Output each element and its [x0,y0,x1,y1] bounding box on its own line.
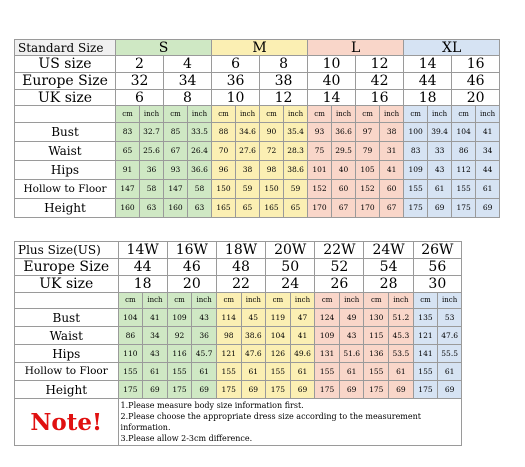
measure-cell: 47 [290,309,315,327]
unit-cell: inch [188,106,212,123]
measure-cell: 34 [143,327,168,345]
measure-cell: 155 [118,363,143,381]
measure-cell: 47.6 [438,327,462,345]
measure-cell: 90 [260,123,284,142]
measure-cell: 175 [315,381,340,399]
measure-cell: 175 [452,199,476,218]
measure-cell: 155 [315,363,340,381]
unit-cell: inch [192,293,217,309]
size-cell: 26 [315,276,364,293]
size-cell: 6 [116,90,164,106]
europe-size-row [15,73,500,90]
measure-cell: 121 [413,327,438,345]
row-label: US size [15,56,116,73]
measure-cell: 147 [164,180,188,199]
unit-cell: cm [216,293,241,309]
unit-cell: inch [389,293,414,309]
measure-cell: 160 [116,199,140,218]
measure-cell: 44 [476,161,500,180]
measure-cell: 33.5 [188,123,212,142]
hollow-to-floor-row [15,363,462,381]
unit-cell: inch [236,106,260,123]
measure-cell: 43 [428,161,452,180]
measure-cell: 100 [404,123,428,142]
measure-cell: 61 [339,363,364,381]
measure-cell: 83 [404,142,428,161]
measure-cell: 101 [308,161,332,180]
unit-cell: inch [438,293,462,309]
measure-cell: 79 [356,142,380,161]
hips-row [15,161,500,180]
measure-cell: 28.3 [284,142,308,161]
measure-cell: 69 [476,199,500,218]
size-cell: 16 [452,56,500,73]
measure-cell: 61 [192,363,217,381]
unit-cell: cm [364,293,389,309]
plus-size-label: Plus Size(US) [15,242,119,259]
measure-cell: 67 [380,199,404,218]
blank-cell [15,293,119,309]
measure-cell: 91 [116,161,140,180]
unit-cell: cm [315,293,340,309]
measure-cell: 141 [413,345,438,363]
size-cell: 26W [413,242,461,259]
measure-cell: 60 [332,180,356,199]
row-label: UK size [15,90,116,106]
size-cell: 16 [356,90,404,106]
note-line: 1.Please measure body size information first. [120,401,304,410]
measure-cell: 170 [356,199,380,218]
measure-cell: 116 [167,345,192,363]
measure-cell: 136 [364,345,389,363]
size-cell: 20 [167,276,216,293]
waist-row [15,327,462,345]
measure-cell: 170 [308,199,332,218]
unit-cell: cm [308,106,332,123]
measure-cell: 32.7 [140,123,164,142]
measure-cell: 43 [143,345,168,363]
measurement-label: Hollow to Floor [15,363,119,381]
size-cell: 46 [167,259,216,276]
measure-cell: 43 [339,327,364,345]
measure-cell: 175 [167,381,192,399]
unit-cell: inch [332,106,356,123]
size-cell: 14W [118,242,167,259]
unit-row [15,106,500,123]
measurement-label: Bust [15,123,116,142]
measure-cell: 85 [164,123,188,142]
measure-cell: 155 [167,363,192,381]
size-cell: 40 [308,73,356,90]
size-cell: 16W [167,242,216,259]
size-group-m: M [212,40,308,56]
measure-cell: 109 [315,327,340,345]
unit-cell: inch [339,293,364,309]
size-cell: 6 [212,56,260,73]
measure-cell: 86 [452,142,476,161]
measure-cell: 110 [118,345,143,363]
measure-cell: 124 [315,309,340,327]
measure-cell: 38 [236,161,260,180]
note-line: 2.Please choose the appropriate dress size according to the measurement information. [120,412,421,432]
measure-cell: 36 [140,161,164,180]
measure-cell: 65 [284,199,308,218]
unit-cell: cm [260,106,284,123]
unit-cell: inch [476,106,500,123]
measure-cell: 59 [236,180,260,199]
size-cell: 12 [356,56,404,73]
size-cell: 14 [308,90,356,106]
size-cell: 24W [364,242,413,259]
notes-cell [118,399,461,446]
measure-cell: 155 [413,363,438,381]
unit-cell: inch [428,106,452,123]
measure-cell: 36 [192,327,217,345]
measure-cell: 165 [260,199,284,218]
measure-cell: 88 [212,123,236,142]
measurement-label: Bust [15,309,119,327]
row-label: Europe Size [15,259,119,276]
measure-cell: 104 [266,327,291,345]
size-cell: 30 [413,276,461,293]
measure-cell: 26.4 [188,142,212,161]
size-cell: 20 [452,90,500,106]
measure-cell: 58 [188,180,212,199]
measure-cell: 175 [404,199,428,218]
size-group-l: L [308,40,404,56]
measure-cell: 55.5 [438,345,462,363]
measure-cell: 45.3 [389,327,414,345]
plus-europe-size-row [15,259,462,276]
measure-cell: 69 [339,381,364,399]
plus-uk-size-row [15,276,462,293]
unit-cell: inch [140,106,164,123]
measure-cell: 104 [118,309,143,327]
unit-cell: cm [266,293,291,309]
measure-cell: 114 [216,309,241,327]
measure-cell: 27.6 [236,142,260,161]
measure-cell: 40 [332,161,356,180]
note-row [15,399,462,446]
measure-cell: 53.5 [389,345,414,363]
measure-cell: 70 [212,142,236,161]
measure-cell: 96 [212,161,236,180]
size-cell: 32 [116,73,164,90]
size-cell: 44 [404,73,452,90]
measure-cell: 155 [216,363,241,381]
measure-cell: 165 [212,199,236,218]
measure-cell: 61 [438,363,462,381]
size-cell: 20W [266,242,315,259]
measure-cell: 135 [413,309,438,327]
size-cell: 28 [364,276,413,293]
unit-cell: cm [116,106,140,123]
size-cell: 2 [116,56,164,73]
measure-cell: 61 [476,180,500,199]
measure-cell: 41 [290,327,315,345]
measure-cell: 61 [241,363,266,381]
measure-cell: 93 [308,123,332,142]
size-cell: 42 [356,73,404,90]
measure-cell: 61 [428,180,452,199]
size-cell: 56 [413,259,461,276]
size-cell: 8 [260,56,308,73]
measurement-label: Height [15,199,116,218]
measure-cell: 175 [364,381,389,399]
measure-cell: 109 [167,309,192,327]
measure-cell: 160 [164,199,188,218]
size-cell: 54 [364,259,413,276]
measure-cell: 98 [216,327,241,345]
measure-cell: 25.6 [140,142,164,161]
unit-cell: cm [167,293,192,309]
size-cell: 12 [260,90,308,106]
unit-cell: inch [143,293,168,309]
measure-cell: 175 [413,381,438,399]
size-cell: 34 [164,73,212,90]
measure-cell: 69 [290,381,315,399]
measure-cell: 69 [438,381,462,399]
row-label: Europe Size [15,73,116,90]
measure-cell: 105 [356,161,380,180]
unit-cell: cm [212,106,236,123]
measure-cell: 126 [266,345,291,363]
size-cell: 18 [404,90,452,106]
measurement-label: Height [15,381,119,399]
hips-row [15,345,462,363]
measure-cell: 112 [452,161,476,180]
measure-cell: 75 [308,142,332,161]
unit-cell: inch [380,106,404,123]
measurement-label: Waist [15,327,119,345]
measure-cell: 45 [241,309,266,327]
measure-cell: 41 [476,123,500,142]
size-cell: 36 [212,73,260,90]
measure-cell: 43 [192,309,217,327]
measurement-label: Waist [15,142,116,161]
measure-cell: 155 [404,180,428,199]
measure-cell: 152 [308,180,332,199]
us-size-row [15,56,500,73]
unit-cell: inch [290,293,315,309]
measure-cell: 47.6 [241,345,266,363]
measure-cell: 69 [389,381,414,399]
size-cell: 18W [216,242,265,259]
measure-cell: 36.6 [332,123,356,142]
size-cell: 46 [452,73,500,90]
size-cell: 38 [260,73,308,90]
size-cell: 10 [308,56,356,73]
measure-cell: 121 [216,345,241,363]
measure-cell: 34 [476,142,500,161]
height-row [15,381,462,399]
measure-cell: 93 [164,161,188,180]
hollow-to-floor-row [15,180,500,199]
measure-cell: 61 [290,363,315,381]
measurement-label: Hips [15,161,116,180]
size-cell: 18 [118,276,167,293]
measure-cell: 152 [356,180,380,199]
measurement-label: Hips [15,345,119,363]
measure-cell: 35.4 [284,123,308,142]
bust-row [15,123,500,142]
measure-cell: 69 [192,381,217,399]
measure-cell: 61 [389,363,414,381]
measure-cell: 97 [356,123,380,142]
measure-cell: 67 [164,142,188,161]
measure-cell: 51.2 [389,309,414,327]
measure-cell: 38 [380,123,404,142]
measure-cell: 150 [212,180,236,199]
measure-cell: 29.5 [332,142,356,161]
unit-cell: inch [241,293,266,309]
size-cell: 14 [404,56,452,73]
measure-cell: 33 [428,142,452,161]
measurement-label: Hollow to Floor [15,180,116,199]
measure-cell: 175 [216,381,241,399]
size-cell: 22W [315,242,364,259]
measure-cell: 155 [364,363,389,381]
row-label: UK size [15,276,119,293]
measure-cell: 109 [404,161,428,180]
standard-size-label: Standard Size [15,40,116,56]
size-group-xl: XL [404,40,500,56]
measure-cell: 131 [315,345,340,363]
measure-cell: 155 [452,180,476,199]
measure-cell: 65 [236,199,260,218]
header-row [15,40,500,56]
measure-cell: 69 [241,381,266,399]
unit-cell: inch [284,106,308,123]
unit-cell: cm [452,106,476,123]
measure-cell: 39.4 [428,123,452,142]
size-cell: 50 [266,259,315,276]
measure-cell: 49 [339,309,364,327]
measure-cell: 38.6 [241,327,266,345]
measure-cell: 36.6 [188,161,212,180]
unit-cell: cm [413,293,438,309]
measure-cell: 63 [140,199,164,218]
bust-row [15,309,462,327]
measure-cell: 49.6 [290,345,315,363]
measure-cell: 69 [428,199,452,218]
measure-cell: 147 [116,180,140,199]
measure-cell: 41 [380,161,404,180]
size-cell: 52 [315,259,364,276]
size-group-s: S [116,40,212,56]
measure-cell: 34.6 [236,123,260,142]
standard-size-table [14,39,500,218]
measure-cell: 53 [438,309,462,327]
measure-cell: 45.7 [192,345,217,363]
measure-cell: 63 [188,199,212,218]
measure-cell: 65 [116,142,140,161]
size-cell: 22 [216,276,265,293]
plus-size-table [14,241,462,446]
measure-cell: 58 [140,180,164,199]
uk-size-row [15,90,500,106]
measure-cell: 59 [284,180,308,199]
waist-row [15,142,500,161]
measure-cell: 61 [143,363,168,381]
note-title: Note! [15,399,119,446]
unit-row [15,293,462,309]
measure-cell: 72 [260,142,284,161]
measure-cell: 60 [380,180,404,199]
measure-cell: 31 [380,142,404,161]
measure-cell: 175 [266,381,291,399]
note-line: 3.Please allow 2-3cm difference. [120,434,253,443]
measure-cell: 150 [260,180,284,199]
size-cell: 8 [164,90,212,106]
unit-cell: cm [356,106,380,123]
measure-cell: 67 [332,199,356,218]
size-cell: 24 [266,276,315,293]
measure-cell: 104 [452,123,476,142]
size-cell: 48 [216,259,265,276]
unit-cell: cm [118,293,143,309]
measure-cell: 98 [260,161,284,180]
measure-cell: 130 [364,309,389,327]
size-cell: 10 [212,90,260,106]
size-cell: 4 [164,56,212,73]
measure-cell: 92 [167,327,192,345]
blank-cell [15,106,116,123]
measure-cell: 119 [266,309,291,327]
measure-cell: 38.6 [284,161,308,180]
height-row [15,199,500,218]
measure-cell: 155 [266,363,291,381]
measure-cell: 69 [143,381,168,399]
unit-cell: cm [164,106,188,123]
plus-size-row [15,242,462,259]
measure-cell: 83 [116,123,140,142]
size-cell: 44 [118,259,167,276]
unit-cell: cm [404,106,428,123]
measure-cell: 115 [364,327,389,345]
measure-cell: 86 [118,327,143,345]
measure-cell: 41 [143,309,168,327]
measure-cell: 175 [118,381,143,399]
measure-cell: 51.6 [339,345,364,363]
